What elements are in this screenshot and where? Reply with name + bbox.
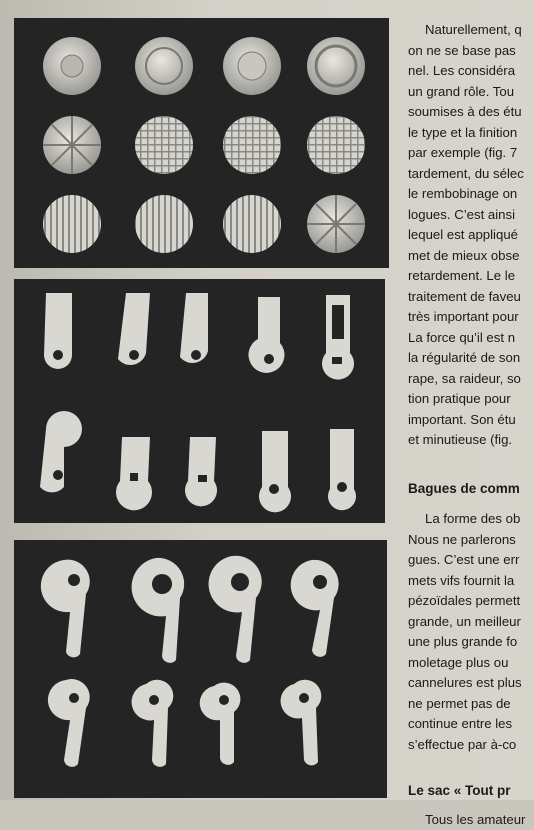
para1-line: soumises à des étu [408, 102, 534, 123]
lever-illustration [14, 279, 385, 523]
para1-line: on ne se base pas [408, 41, 534, 62]
para2-line: ne permet pas de [408, 694, 534, 715]
para2-line: une plus grande fo [408, 632, 534, 653]
para2-line: pézoïdales permett [408, 591, 534, 612]
cam-row-1 [41, 556, 339, 663]
para1-line: Naturellement, q [408, 20, 534, 41]
para1-line: tardement, du sélec [408, 164, 534, 185]
para1-line: la régularité de son [408, 348, 534, 369]
photo-cams [14, 540, 387, 798]
para1-line: par exemple (fig. 7 [408, 143, 534, 164]
para1-line: lequel est appliqué [408, 225, 534, 246]
para2-line: La forme des ob [408, 509, 534, 530]
para1-line: logues. C’est ainsi [408, 205, 534, 226]
para1-line: le rembobinage on [408, 184, 534, 205]
lever-row-2 [40, 411, 356, 512]
para1-line: traitement de faveu [408, 287, 534, 308]
para2-line: moletage plus ou [408, 653, 534, 674]
article-column [408, 20, 534, 830]
para2-line: continue entre les [408, 714, 534, 735]
para1-line: retardement. Le le [408, 266, 534, 287]
para1-line: très important pour [408, 307, 534, 328]
section-heading-sac: Le sac « Tout pr [408, 781, 534, 802]
cam-illustration [14, 540, 387, 798]
lever-row-1 [44, 293, 354, 380]
para1-line: le type et la finition [408, 123, 534, 144]
cam-row-2 [48, 679, 321, 767]
photo-levers [14, 279, 385, 523]
para1-line: un grand rôle. Tou [408, 82, 534, 103]
para1-line: met de mieux obse [408, 246, 534, 267]
knob-row-1 [43, 37, 365, 95]
para2-line: cannelures est plus [408, 673, 534, 694]
para2-line: gues. C’est une err [408, 550, 534, 571]
knob-row-3 [43, 195, 365, 253]
para1-line: important. Son étu [408, 410, 534, 431]
knob-grid-illustration [14, 18, 389, 268]
section-heading-bagues: Bagues de comm [408, 479, 534, 500]
para2-line: grande, un meilleur [408, 612, 534, 633]
para3-line: Tous les amateur [408, 810, 534, 830]
knob-row-2 [43, 116, 365, 174]
para1-line: La force qu’il est n [408, 328, 534, 349]
para1-line: rape, sa raideur, so [408, 369, 534, 390]
photo-knob-textures [14, 18, 389, 268]
para2-line: s’effectue par à-co [408, 735, 534, 756]
para2-line: mets vifs fournit la [408, 571, 534, 592]
para1-line: nel. Les considéra [408, 61, 534, 82]
para1-line: et minutieuse (fig. [408, 430, 534, 451]
para2-line: Nous ne parlerons [408, 530, 534, 551]
para1-line: tion pratique pour [408, 389, 534, 410]
